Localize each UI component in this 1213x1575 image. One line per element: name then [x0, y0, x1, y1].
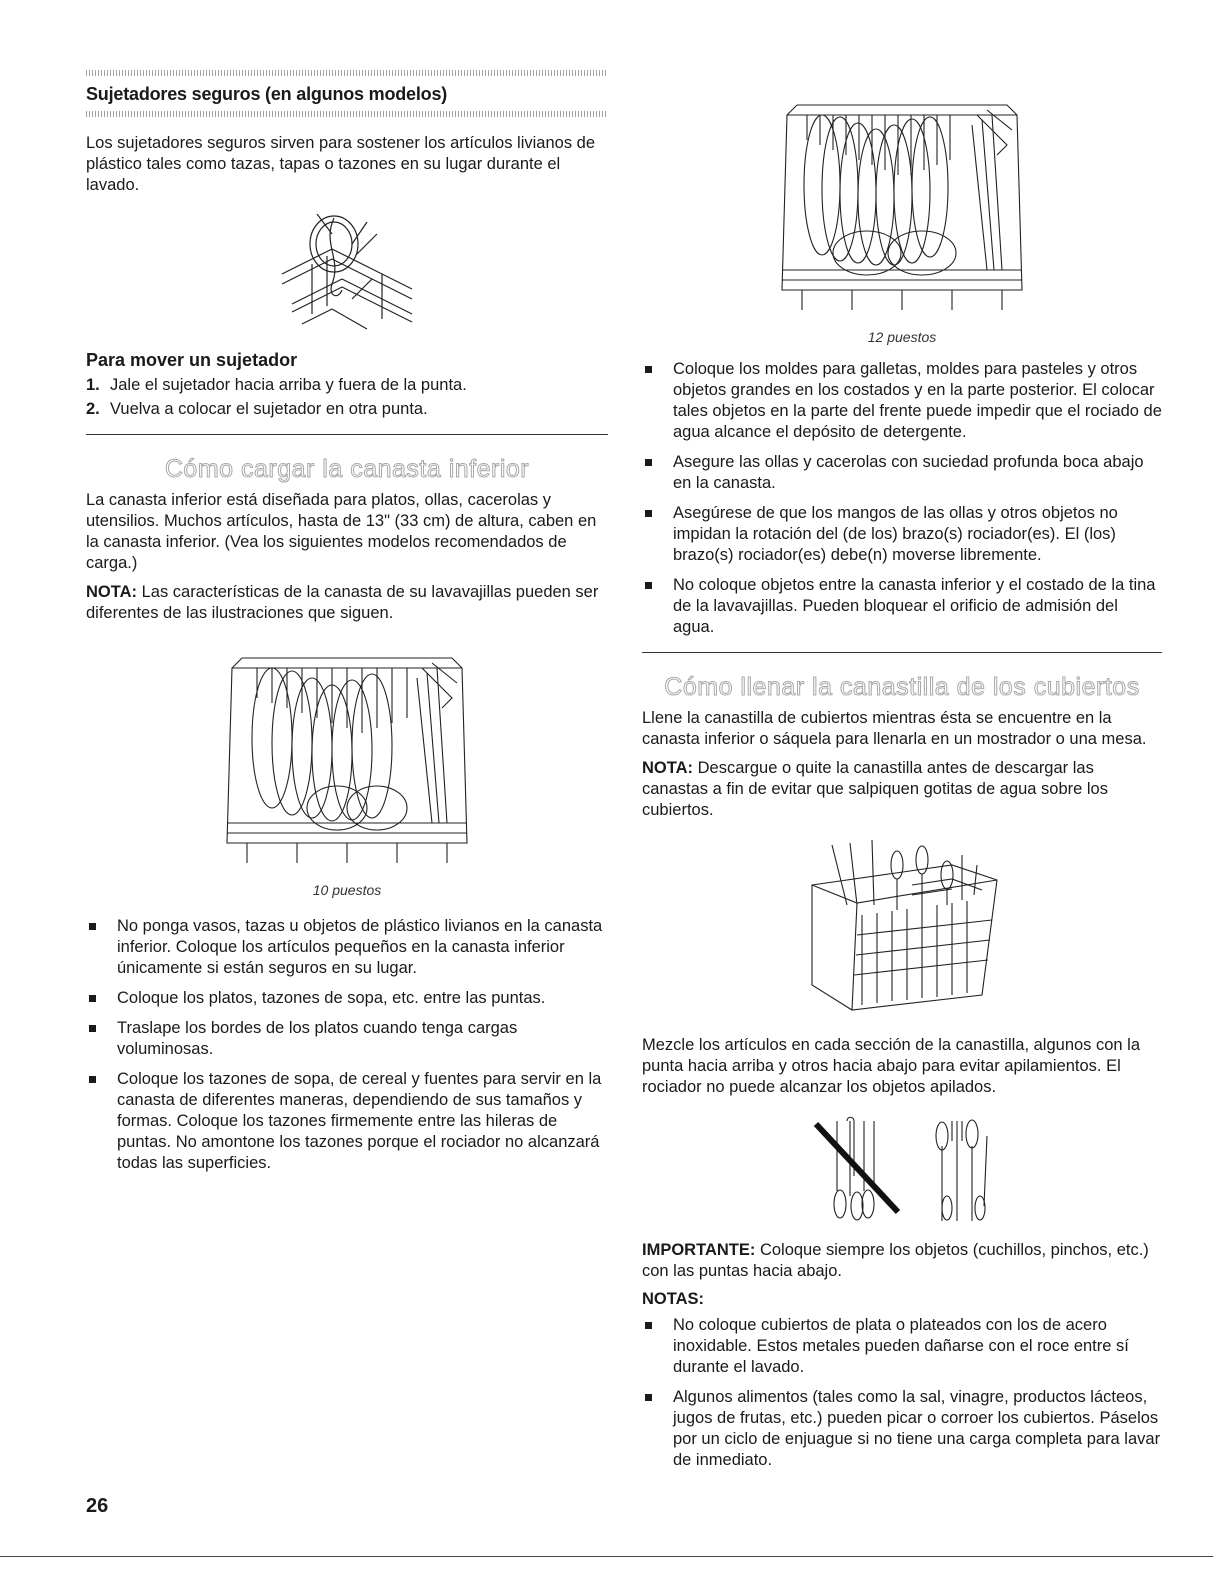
right-column — [642, 0, 1162, 1480]
rack-12-place-illustration — [772, 85, 1032, 325]
clips-title: Sujetadores seguros (en algunos modelos) — [86, 84, 448, 104]
utensil-direction-illustration — [802, 1116, 1002, 1226]
hatch-rule — [86, 111, 608, 117]
list-item: Algunos alimentos (tales como la sal, vinagre, productos lácteos, jugos de frutas, etc.) pueden picar o corroer los cubiertos. Páselos por un ciclo de enjuague si no tiene una carga completa para lavar de inmediato. — [642, 1387, 1162, 1471]
lower-rack-bullets — [86, 916, 608, 1174]
page-number: 26 — [86, 1495, 109, 1517]
move-clip-heading: Para mover un sujetador — [86, 350, 298, 370]
list-item: 1. Jale el sujetador hacia arriba y fuera de la punta. — [86, 376, 467, 394]
lower-rack-text: La canasta inferior está diseñada para platos, ollas, cacerolas y utensilios. Muchos artículos, hasta de 13" (33 cm) de altura, caben en la canasta inferior. (Vea los siguientes modelos recomendados de carga.) — [86, 491, 597, 572]
mix-items-text: Mezcle los artículos en cada sección de la canastilla, algunos con la punta hacia arriba y otros hacia abajo para evitar apilamientos. El rociador no puede alcanzar los objetos apilados. — [642, 1036, 1141, 1096]
clips-text: Los sujetadores seguros sirven para sostener los artículos livianos de plástico tales como tazas, tapas o tazones en su lugar durante el lavado. — [86, 134, 596, 194]
clip-illustration — [272, 204, 422, 342]
list-item: Asegure las ollas y cacerolas con suciedad profunda boca abajo en la canasta. — [642, 452, 1162, 494]
silverware-basket-text: Llene la canastilla de cubiertos mientras ésta se encuentre en la canasta inferior o sáquela para llenarla en un mostrador o una mesa. — [642, 709, 1147, 748]
list-item: Traslape los bordes de los platos cuando tenga cargas voluminosas. — [86, 1018, 608, 1060]
bottom-rule — [0, 1556, 1213, 1557]
rack-10-place-illustration — [217, 638, 477, 878]
list-item: 2. Vuelva a colocar el sujetador en otra punta. — [86, 400, 428, 418]
move-clip-steps — [86, 375, 608, 420]
list-item: Asegúrese de que los mangos de las ollas y otros objetos no impidan la rotación del (de los) brazo(s) rociador(es). El (los) brazo(s) rociador(es) debe(n) moverse libremente. — [642, 503, 1162, 566]
notes-list — [642, 1315, 1162, 1471]
hatch-rule — [86, 70, 608, 76]
silverware-basket-note: NOTA: Descargue o quite la canastilla antes de descargar las canastas a fin de evitar que salpiquen gotitas de agua sobre los cubiertos. — [642, 759, 1108, 819]
list-item: No coloque cubiertos de plata o plateados con los de acero inoxidable. Estos metales pueden dañarse con el roce entre sí durante el lavado. — [642, 1315, 1162, 1378]
list-item: Coloque los tazones de sopa, de cereal y fuentes para servir en la canasta de diferentes maneras, dependiendo de sus tamaños y formas. Coloque los tazones firmemente entre las hileras de puntas. No amontone los tazones porque el rociador no alcanzará todas las superficies. — [86, 1069, 608, 1174]
silverware-basket-title: Cómo llenar la canastilla de los cubiertos — [664, 673, 1140, 701]
section-rule — [86, 434, 608, 435]
left-column — [86, 0, 608, 1183]
lower-rack-note: NOTA: Las características de la canasta de su lavavajillas pueden ser diferentes de las ilustraciones que siguen. — [86, 583, 599, 622]
upper-bullets — [642, 359, 1162, 638]
caption-10-place: 10 puestos — [312, 882, 382, 898]
lower-rack-title: Cómo cargar la canasta inferior — [164, 455, 530, 483]
list-item: Coloque los platos, tazones de sopa, etc. entre las puntas. — [86, 988, 608, 1009]
list-item: Coloque los moldes para galletas, moldes para pasteles y otros objetos grandes en los costados y en la parte posterior. El colocar tales objetos en la parte del frente puede impedir que el rociado de agua alcance el depósito de detergente. — [642, 359, 1162, 443]
list-item: No ponga vasos, tazas u objetos de plástico livianos en la canasta inferior. Coloque los artículos pequeños en la canasta inferior únicamente si están seguros en su lugar. — [86, 916, 608, 979]
list-item: No coloque objetos entre la canasta inferior y el costado de la tina de la lavavajillas. Pueden bloquear el orificio de admisión del agua. — [642, 575, 1162, 638]
caption-12-place: 12 puestos — [867, 329, 937, 345]
silverware-basket-illustration — [802, 835, 1002, 1015]
important-note: IMPORTANTE: Coloque siempre los objetos (cuchillos, pinchos, etc.) con las puntas hacia abajo. — [642, 1241, 1149, 1280]
section-rule — [642, 652, 1162, 653]
notes-heading: NOTAS: — [642, 1290, 705, 1308]
